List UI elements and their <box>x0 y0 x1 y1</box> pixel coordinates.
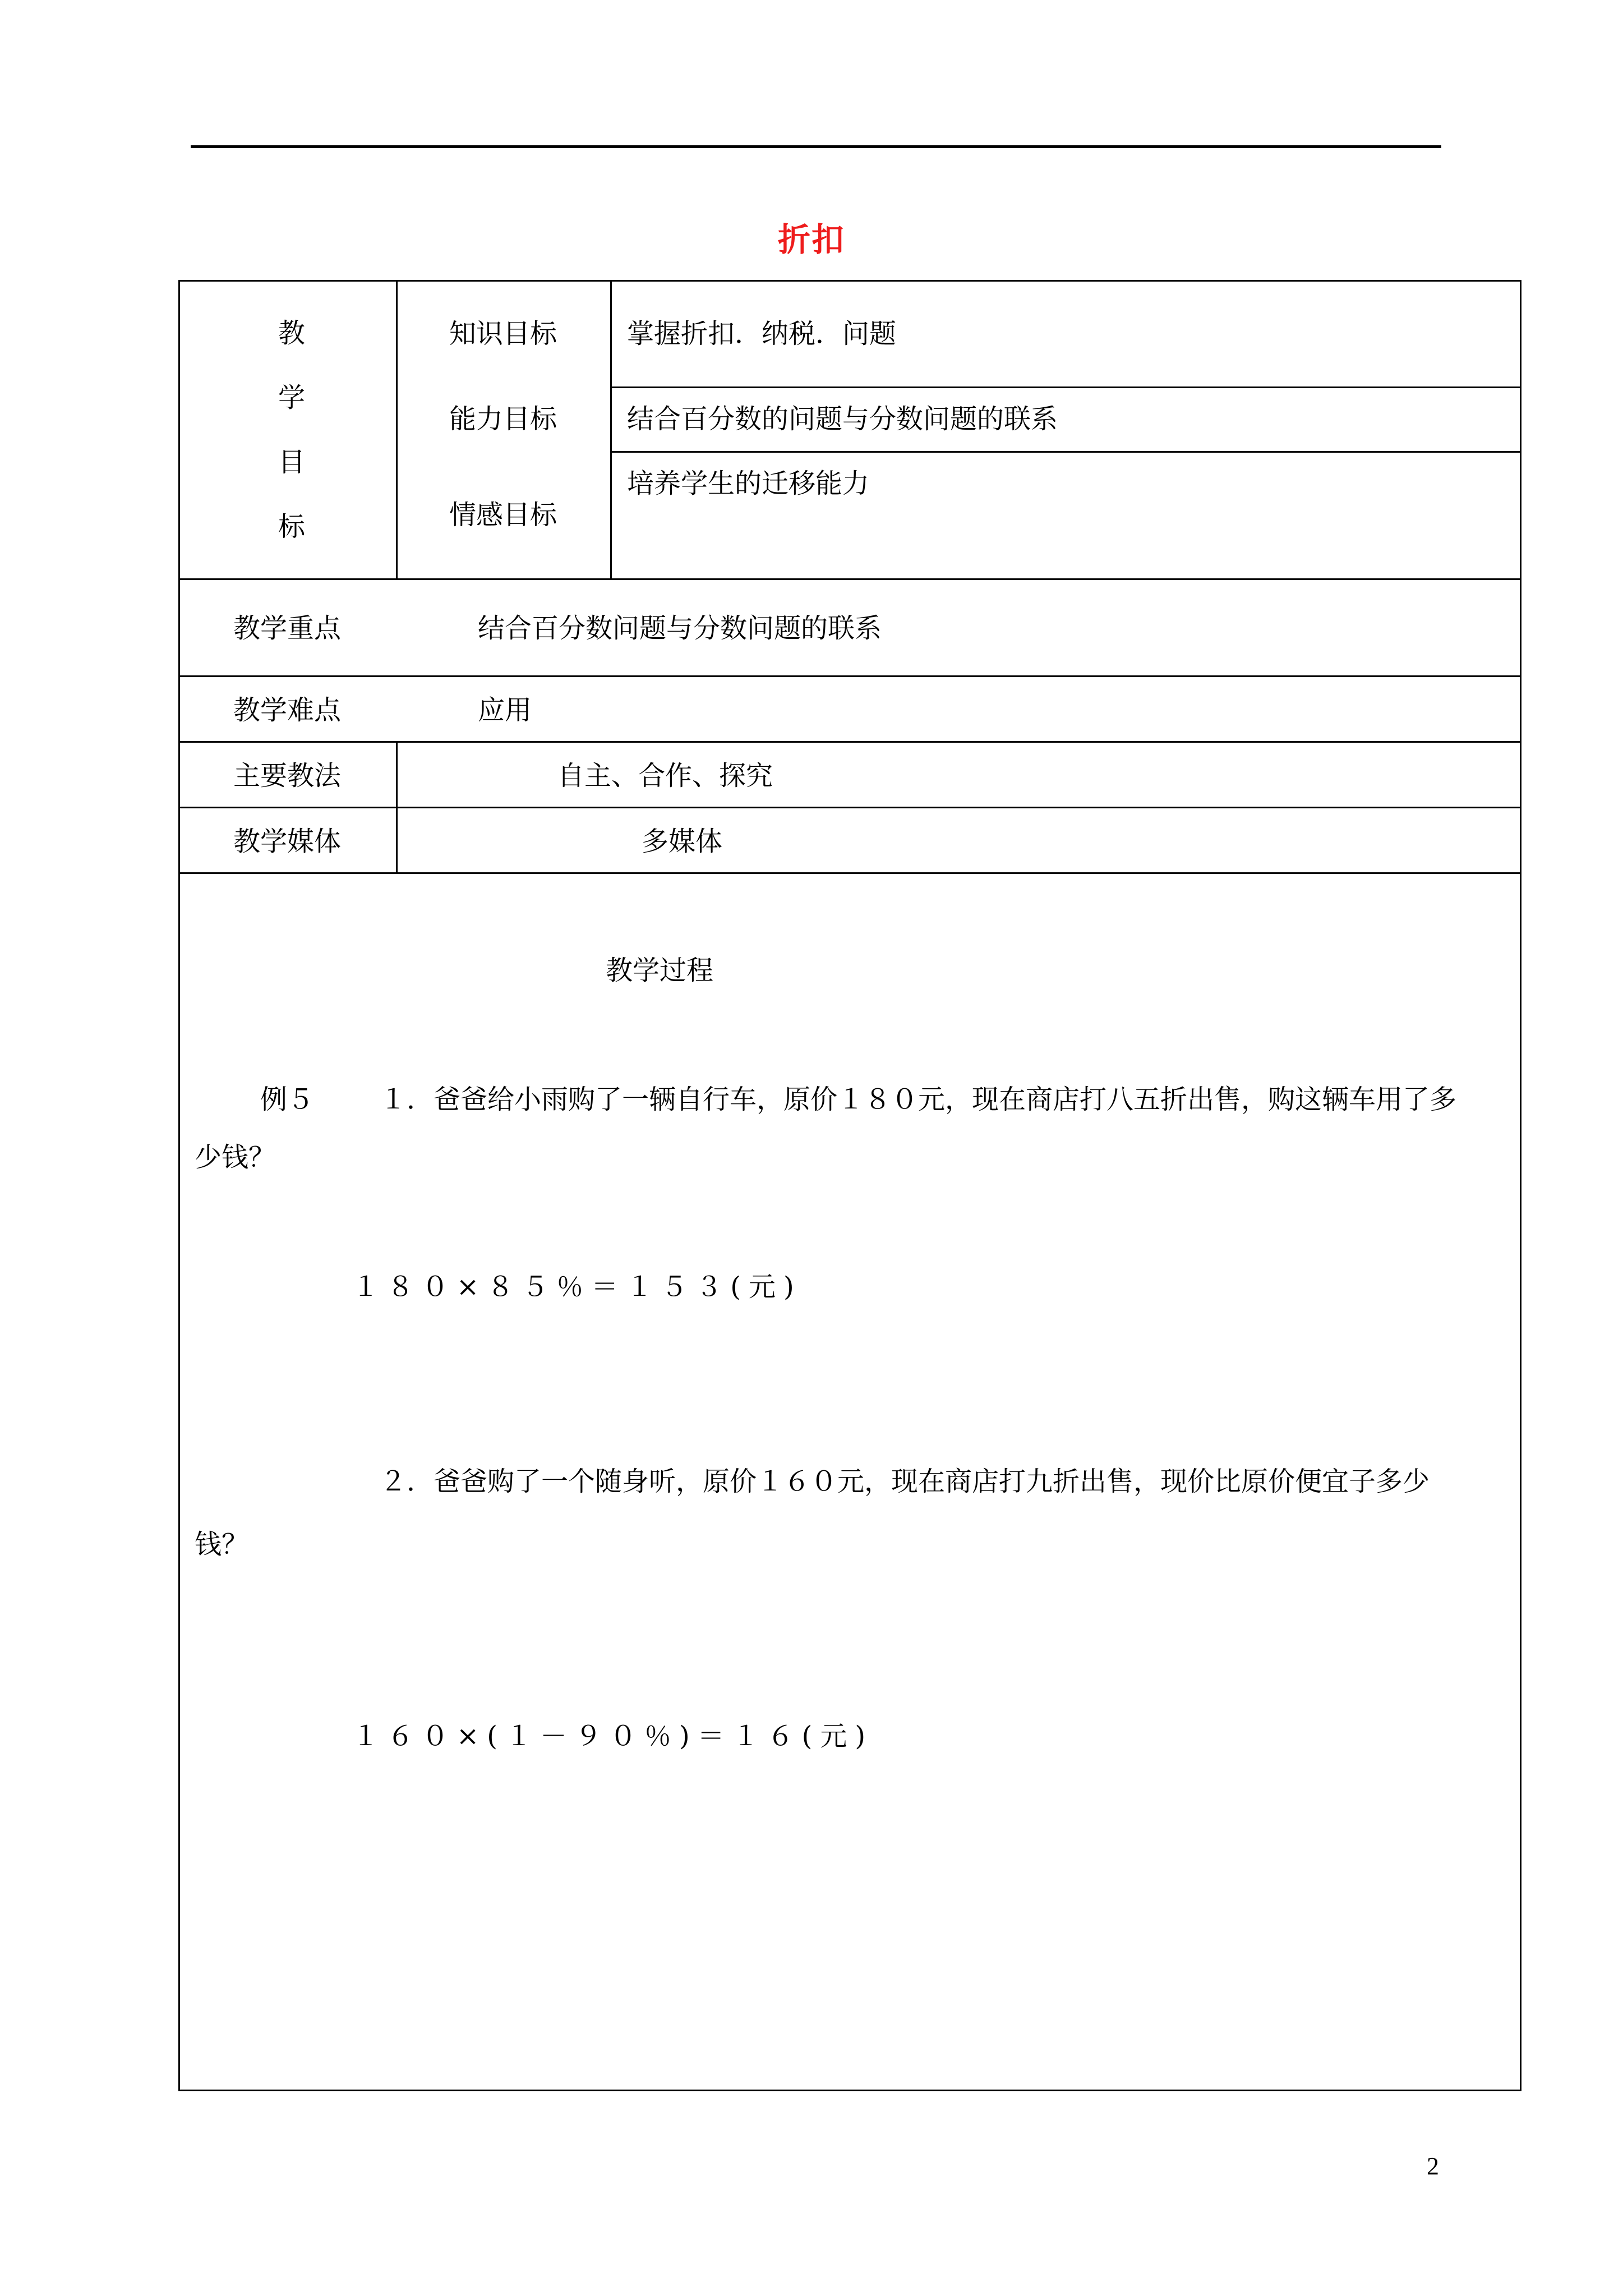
info-label-teaching-focus: 教学重点 <box>233 613 341 644</box>
problem-2-text: ２．爸爸购了一个随身听，原价１６０元，现在商店打九折出售，现价比原价便宜子多少 <box>380 1466 1430 1497</box>
table-divider <box>396 741 398 872</box>
problem-2-text-cont: 钱？ <box>195 1529 249 1560</box>
table-divider <box>178 741 1521 743</box>
objective-label: 知识目标 <box>449 318 557 349</box>
info-label-main-method: 主要教法 <box>233 760 341 792</box>
header-rule <box>191 145 1441 148</box>
objective-content: 掌握折扣．纳税．问题 <box>627 318 897 349</box>
info-label-teaching-difficulty: 教学难点 <box>233 694 341 726</box>
objectives-group-label: 教 <box>278 318 305 349</box>
process-heading: 教学过程 <box>606 955 714 986</box>
table-divider <box>610 280 612 578</box>
info-content-main-method: 自主、合作、探究 <box>557 760 773 792</box>
objective-label: 能力目标 <box>449 403 557 435</box>
table-divider <box>178 675 1521 677</box>
table-divider <box>610 451 1521 453</box>
page-number: 2 <box>1427 2152 1439 2180</box>
objectives-group-label: 学 <box>278 382 305 413</box>
table-divider <box>178 807 1521 808</box>
info-content-teaching-focus: 结合百分数问题与分数问题的联系 <box>478 613 882 644</box>
objectives-group-label: 标 <box>278 511 305 542</box>
info-content-teaching-difficulty: 应用 <box>478 694 532 726</box>
objective-content: 培养学生的迁移能力 <box>627 468 870 499</box>
problem-1-text-cont: 少钱？ <box>195 1142 276 1173</box>
info-label-teaching-media: 教学媒体 <box>233 826 341 857</box>
problem-1-solution: １８０×８５％＝１５３(元) <box>352 1271 802 1303</box>
example-label: 例５ <box>260 1084 315 1115</box>
info-content-teaching-media: 多媒体 <box>642 826 723 857</box>
objective-label: 情感目标 <box>449 499 557 531</box>
table-divider <box>178 578 1521 580</box>
objectives-group-label: 目 <box>278 447 305 478</box>
objective-content: 结合百分数的问题与分数问题的联系 <box>627 403 1058 435</box>
document-title: 折扣 <box>777 220 845 259</box>
lesson-plan-table <box>178 280 1521 2091</box>
table-divider <box>178 872 1521 874</box>
problem-1-text: １．爸爸给小雨购了一辆自行车，原价１８０元，现在商店打八五折出售，购这辆车用了多 <box>380 1084 1457 1115</box>
problem-2-solution: １６０×(１－９０％)＝１６(元) <box>352 1720 874 1752</box>
table-divider <box>610 386 1521 388</box>
